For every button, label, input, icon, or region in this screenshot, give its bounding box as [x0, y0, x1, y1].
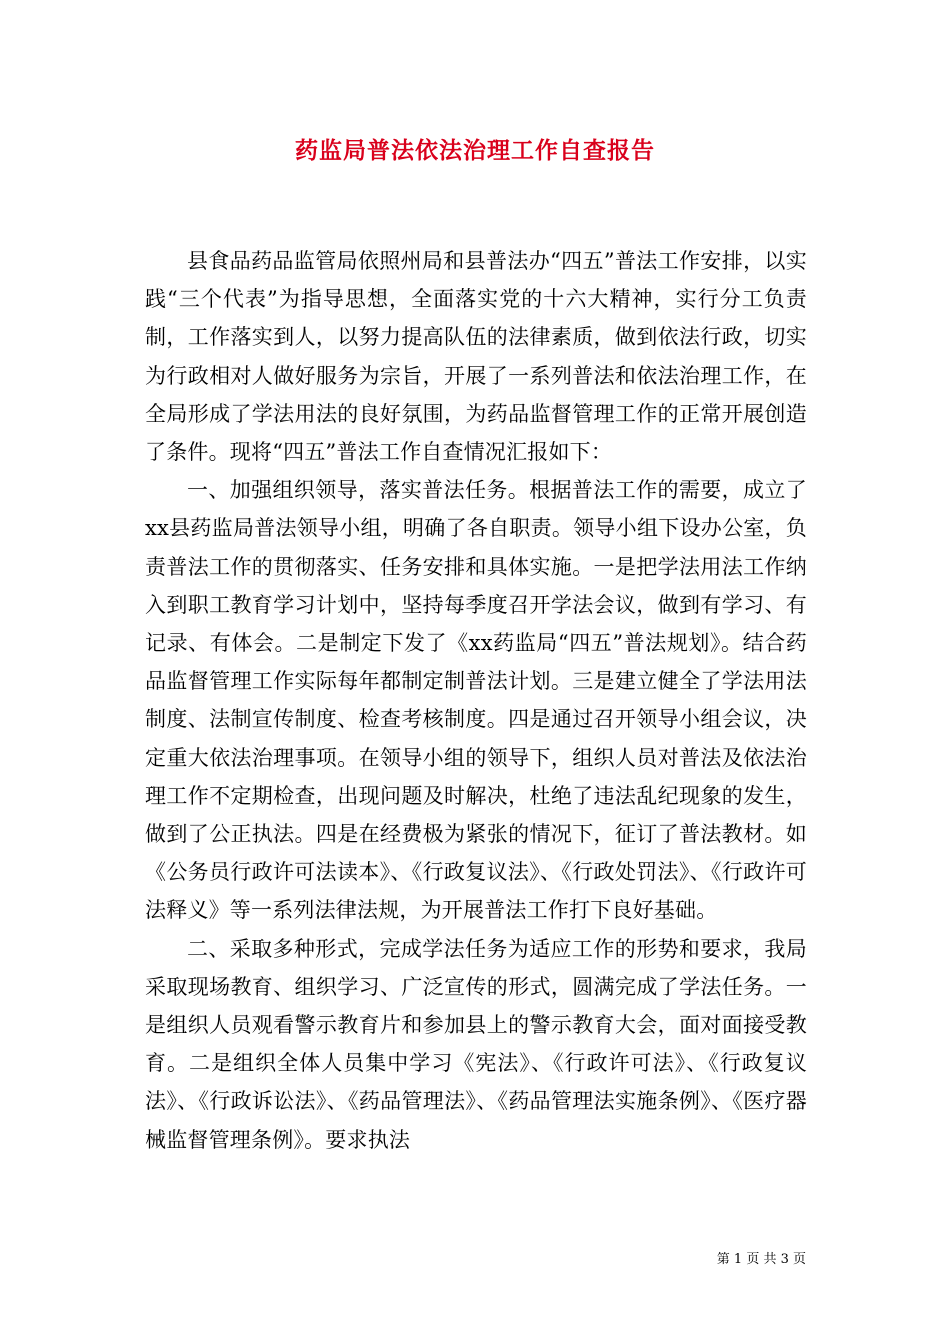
document-title: 药监局普法依法治理工作自查报告 [295, 137, 655, 164]
paragraph-section-2: 二、采取多种形式，完成学法任务为适应工作的形势和要求，我局采取现场教育、组织学习、广泛宣传的形式，圆满完成了学法任务。一是组织人员观看警示教育片和参加县上的警示教育大会，面对面接受教育。二是组织全体人员集中学习《宪法》、《行政许可法》、《行政复议法》、《行政诉讼法》、《药品管理法》、《药品管理法实施条例》、《医疗器械监督管理条例》。要求执法 [145, 936, 807, 1152]
paragraph-intro: 县食品药品监管局依照州局和县普法办“四五”普法工作安排，以实践“三个代表”为指导思想，全面落实党的十六大精神，实行分工负责制，工作落实到人，以努力提高队伍的法律素质，做到依法行政，切实为行政相对人做好服务为宗旨，开展了一系列普法和依法治理工作，在全局形成了学法用法的良好氛围，为药品监督管理工作的正常开展创造了条件。现将“四五”普法工作自查情况汇报如下： [145, 249, 807, 465]
page-number: 第 1 页 共 3 页 [716, 1252, 806, 1267]
paragraph-section-1: 一、加强组织领导，落实普法任务。根据普法工作的需要，成立了xx县药监局普法领导小组，明确了各自职责。领导小组下设办公室，负责普法工作的贯彻落实、任务安排和具体实施。一是把学法用法工作纳入到职工教育学习计划中，坚持每季度召开学法会议，做到有学习、有记录、有体会。二是制定下发了《xx药监局“四五”普法规划》。结合药品监督管理工作实际每年都制定制普法计划。三是建立健全了学法用法制度、法制宣传制度、检查考核制度。四是通过召开领导小组会议，决定重大依法治理事项。在领导小组的领导下，组织人员对普法及依法治理工作不定期检查，出现问题及时解决，杜绝了违法乱纪现象的发生，做到了公正执法。四是在经费极为紧张的情况下，征订了普法教材。如《公务员行政许可法读本》、《行政复议法》、《行政处罚法》、《行政许可法释义》等一系列法律法规，为开展普法工作打下良好基础。 [145, 478, 807, 923]
document-body [145, 242, 807, 1159]
